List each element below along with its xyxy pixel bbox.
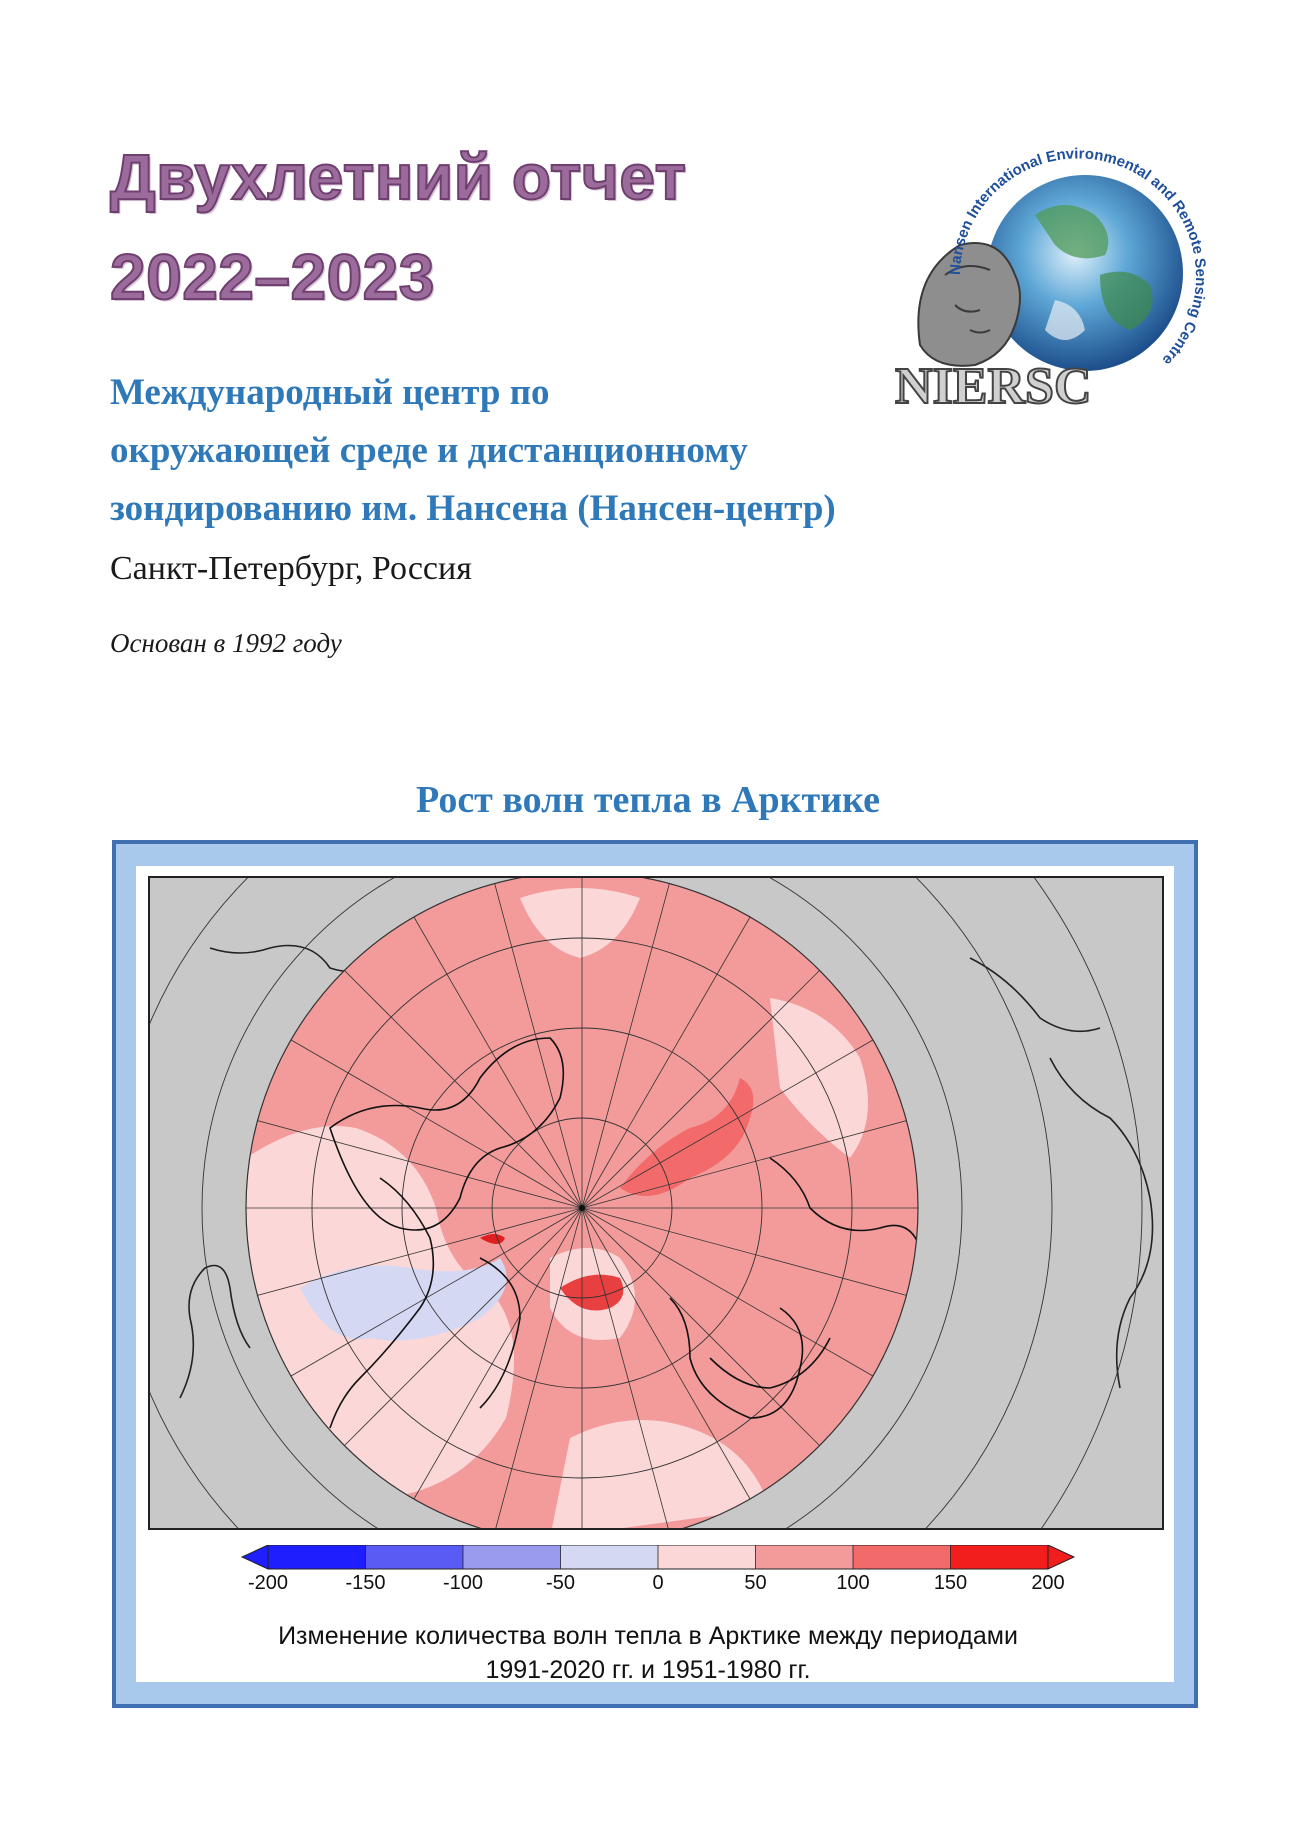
colorbar-segment [756,1545,854,1569]
colorbar-over-arrow [1048,1545,1074,1569]
colorbar-segment [463,1545,561,1569]
niersc-logo [885,125,1220,425]
city-location: Санкт-Петербург, Россия [110,550,472,587]
founded-note: Основан в 1992 году [110,628,342,658]
colorbar-tick-label: -50 [546,1572,575,1594]
colorbar-tick-label: -200 [247,1572,289,1594]
org-name-line-3: зондированию им. Нансена (Нансен-центр) [110,488,836,529]
logo-ring-text: Nansen International Environmental and Remote Sensing Centre [946,145,1210,369]
figure-caption-line-1: Изменение количества волн тепла в Арктике между периодами [278,1622,1018,1650]
colorbar-segment [561,1545,659,1569]
colorbar-tick-labels [238,1572,1078,1602]
figure-caption-line-2: 1991-2020 гг. и 1951-1980 гг. [485,1656,811,1684]
report-title: Двухлетний отчет [110,141,687,213]
colorbar-tick-label: -150 [345,1572,386,1594]
colorbar-segment [951,1545,1049,1569]
colorbar-tick-label: 150 [933,1572,968,1594]
north-pole-marker [579,1205,585,1211]
colorbar-tick-label: 200 [1031,1572,1065,1594]
org-name-line-2: окружающей среде и дистанционному [110,430,748,471]
colorbar-segment [366,1545,464,1569]
logo-acronym: NIERSC [895,358,1092,415]
map-canvas [150,878,1162,1528]
report-years: 2022–2023 [110,241,435,313]
figure-title: Рост волн тепла в Арктике [416,779,880,821]
colorbar-segment [658,1545,756,1569]
colorbar-segment [268,1545,366,1569]
colorbar-tick-label: 0 [652,1572,664,1594]
colorbar-tick-label: 100 [836,1572,870,1594]
org-name-line-1: Международный центр по [110,372,550,413]
colorbar-tick-label: 50 [744,1572,767,1594]
colorbar-under-arrow [242,1545,268,1569]
arctic-heatwave-map [148,876,1164,1530]
colorbar-tick-label: -100 [442,1572,484,1594]
colorbar-segment [853,1545,951,1569]
